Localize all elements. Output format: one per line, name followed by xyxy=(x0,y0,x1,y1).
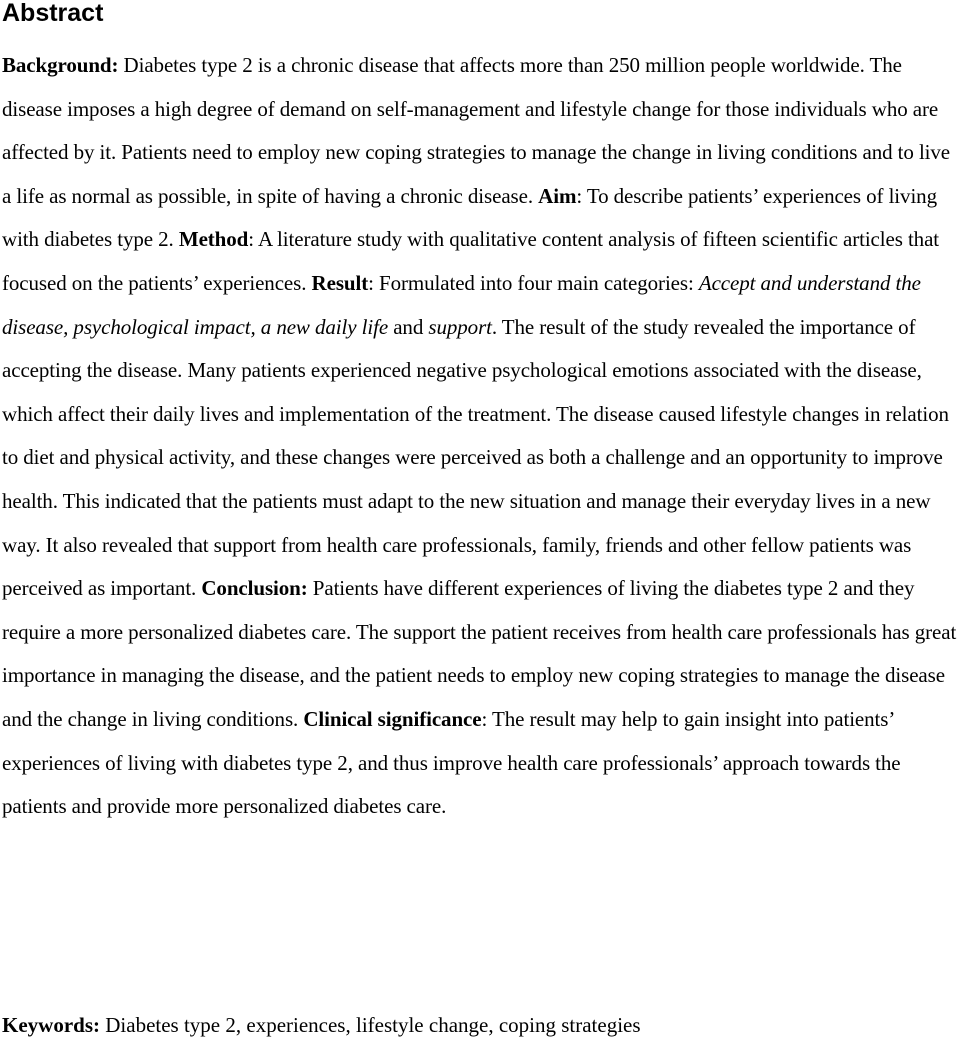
keywords-text: Diabetes type 2, experiences, lifestyle change, coping strategies xyxy=(100,1013,641,1037)
abstract-paragraph xyxy=(2,44,958,829)
background-label: Background: xyxy=(2,53,119,77)
conclusion-label: Conclusion: xyxy=(201,576,308,601)
abstract-heading: Abstract xyxy=(2,0,104,27)
keywords-line xyxy=(2,1010,641,1040)
result-label: Result xyxy=(311,270,369,295)
result-support: support xyxy=(428,314,492,339)
method-label: Method xyxy=(178,227,249,252)
document-page xyxy=(2,0,958,1037)
keywords-label: Keywords: xyxy=(2,1013,100,1037)
clinical-significance-text: : The result may help to gain insight into patients’ experiences of living with diabetes type 2, and thus improve health care professionals’ approach towards the patients and provide more personalized diabetes care. xyxy=(2,706,901,819)
clinical-significance-label: Clinical significance xyxy=(303,706,482,731)
method-text: : A literature study with qualitative content analysis of fifteen scientific articles that focused on the patients’ experiences. xyxy=(2,227,940,295)
result-and: and xyxy=(388,314,429,339)
result-text-intro: : Formulated into four main categories: xyxy=(368,270,699,295)
aim-label: Aim xyxy=(538,183,577,208)
conclusion-text: Patients have different experiences of living the diabetes type 2 and they require a more personalized diabetes care. The support the patient receives from health care professionals has great importance in managing the disease, and the patient needs to employ new coping strategies to manage the disease and the change in living conditions. xyxy=(2,576,957,731)
aim-text: : To describe patients’ experiences of living with diabetes type 2. xyxy=(2,183,937,252)
result-categories: Accept and understand the disease, psychological impact, a new daily life xyxy=(2,270,921,339)
result-text-body: . The result of the study revealed the importance of accepting the disease. Many patients experienced negative psychological emotions associated with the disease, which affect their daily lives and implementation of the treatment. The disease caused lifestyle changes in relation to diet and physical activity, and these changes were perceived as both a challenge and an opportunity to improve health. This indicated that the patients must adapt to the new situation and manage their everyday lives in a new way. It also revealed that support from health care professionals, family, friends and other fellow patients was perceived as important. xyxy=(2,314,949,601)
background-text: Diabetes type 2 is a chronic disease that affects more than 250 million people worldwide. The disease imposes a high degree of demand on self-management and lifestyle change for those individuals who are affected by it. Patients need to employ new coping strategies to manage the change in living conditions and to live a life as normal as possible, in spite of having a chronic disease. xyxy=(2,53,951,208)
